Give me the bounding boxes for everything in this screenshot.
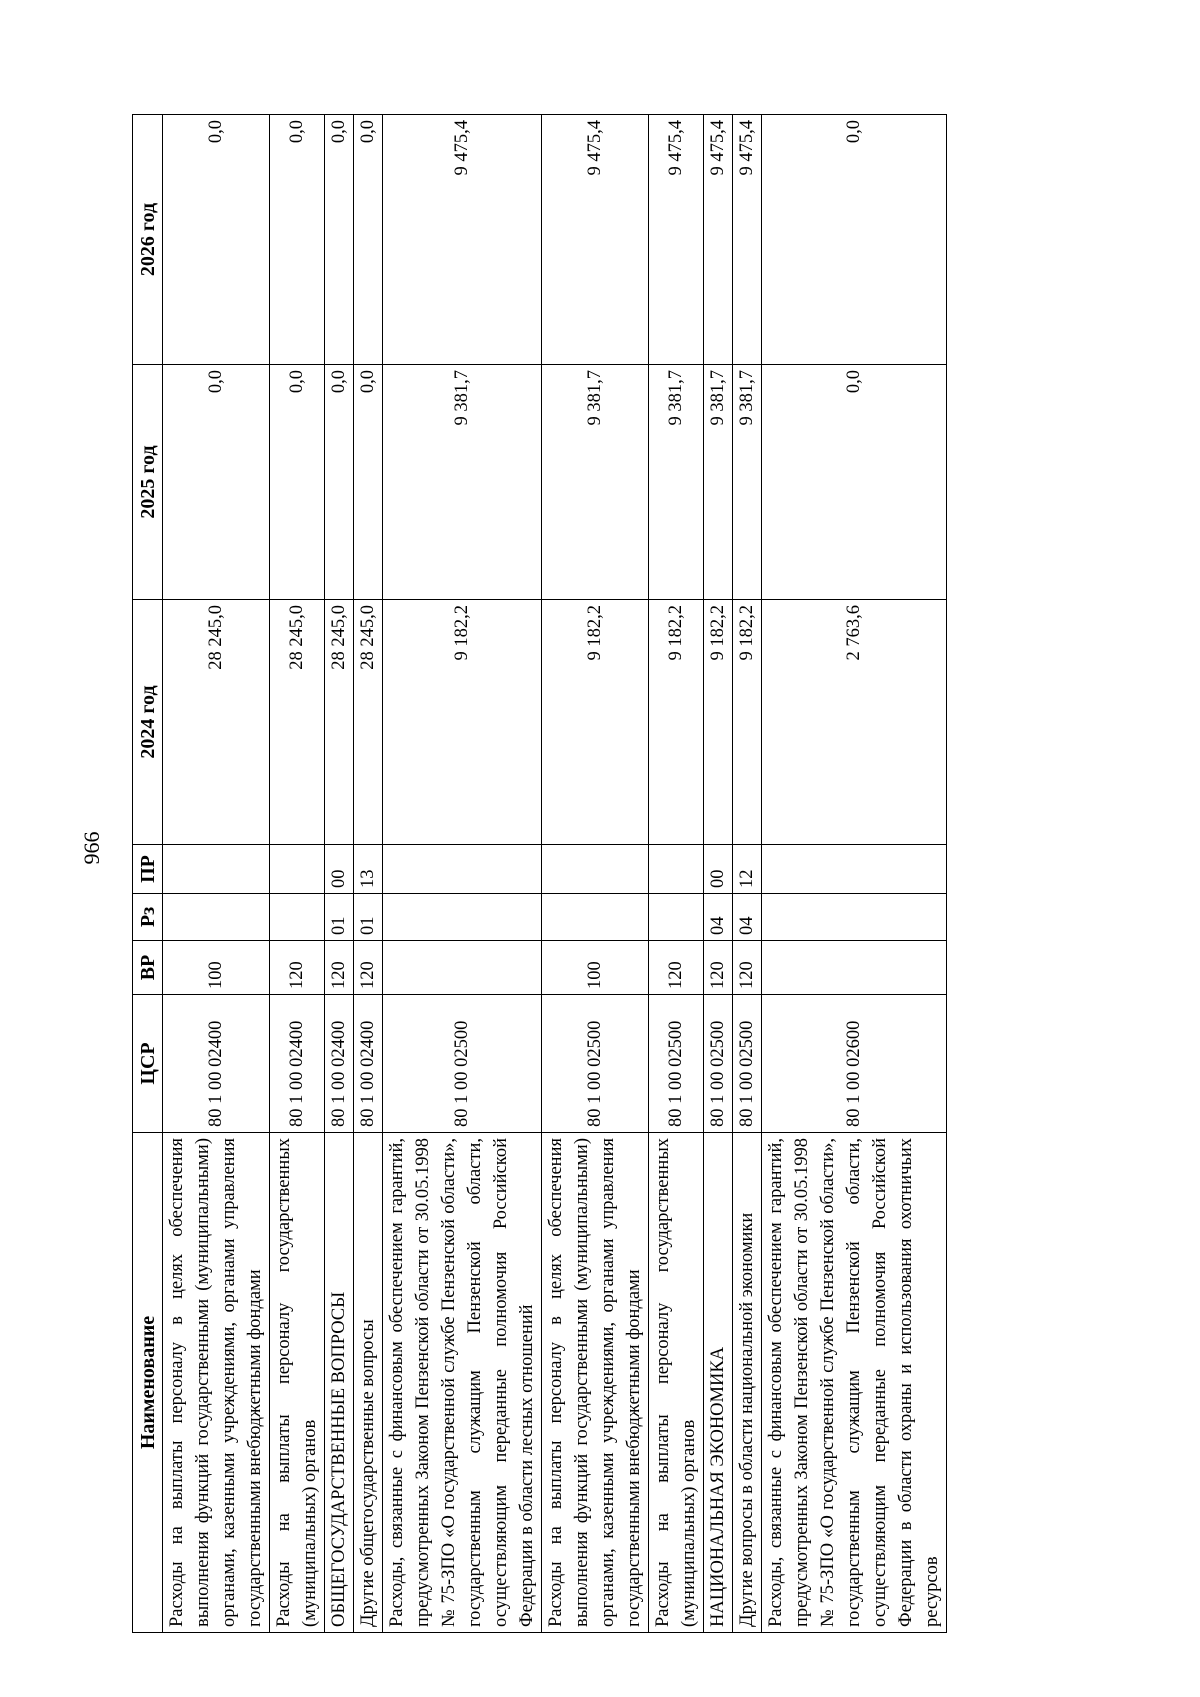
row-2024: 28 245,0: [270, 600, 325, 845]
budget-table: [132, 114, 947, 1633]
row-rz: [163, 894, 270, 941]
header-csr: ЦСР: [133, 995, 163, 1133]
row-csr: 80 1 00 02500: [383, 995, 542, 1133]
row-2025: 0,0: [762, 365, 947, 600]
row-name: НАЦИОНАЛЬНАЯ ЭКОНОМИКА: [704, 1133, 733, 1633]
table-header-row: [133, 115, 163, 1633]
row-rz: [542, 894, 649, 941]
row-2024: 2 763,6: [762, 600, 947, 845]
row-2025: 9 381,7: [649, 365, 704, 600]
header-2024: 2024 год: [133, 600, 163, 845]
row-rz: 01: [354, 894, 383, 941]
row-2026: 0,0: [270, 115, 325, 365]
row-rz: 04: [733, 894, 762, 941]
row-2025: 9 381,7: [542, 365, 649, 600]
row-2024: 9 182,2: [383, 600, 542, 845]
row-csr: 80 1 00 02400: [163, 995, 270, 1133]
row-2026: 9 475,4: [383, 115, 542, 365]
row-csr: 80 1 00 02400: [325, 995, 354, 1133]
row-2024: 9 182,2: [649, 600, 704, 845]
row-name: Расходы, связанные с финансовым обеспечением гарантий, предусмотренных Законом Пензенской области от 30.05.1998 № 75-ЗПО «О государственной службе Пензенской области», государственным служащим Пензенской области, осуществляющим переданные полномочия Российской Федерации в области лесных отношений: [383, 1133, 542, 1633]
row-2024: 28 245,0: [325, 600, 354, 845]
table-row: [542, 115, 649, 1633]
row-2024: 9 182,2: [542, 600, 649, 845]
row-2024: 28 245,0: [354, 600, 383, 845]
row-name: Расходы, связанные с финансовым обеспечением гарантий, предусмотренных Законом Пензенской области от 30.05.1998 № 75-ЗПО «О государственной службе Пензенской области», государственным служащим Пензенской области, осуществляющим переданные полномочия Российской Федерации в области охраны и использования охотничьих ресурсов: [762, 1133, 947, 1633]
row-2026: 0,0: [325, 115, 354, 365]
row-2026: 9 475,4: [733, 115, 762, 365]
rotated-table-container: [132, 115, 1072, 1633]
header-rz: Рз: [133, 894, 163, 941]
row-name: Расходы на выплаты персоналу государственных (муниципальных) органов: [270, 1133, 325, 1633]
row-csr: 80 1 00 02600: [762, 995, 947, 1133]
row-rz: [383, 894, 542, 941]
row-2024: 9 182,2: [704, 600, 733, 845]
row-2025: 0,0: [163, 365, 270, 600]
header-2025: 2025 год: [133, 365, 163, 600]
row-2026: 0,0: [354, 115, 383, 365]
row-2025: 0,0: [270, 365, 325, 600]
row-pr: [762, 845, 947, 894]
row-vr: 120: [325, 941, 354, 995]
table-row: [704, 115, 733, 1633]
row-vr: 120: [354, 941, 383, 995]
row-pr: 00: [325, 845, 354, 894]
row-pr: [649, 845, 704, 894]
row-rz: [649, 894, 704, 941]
table-row: [270, 115, 325, 1633]
row-rz: [762, 894, 947, 941]
row-pr: [383, 845, 542, 894]
row-csr: 80 1 00 02400: [354, 995, 383, 1133]
row-name: Расходы на выплаты персоналу в целях обеспечения выполнения функций государственными (муниципальными) органами, казенными учреждениями, органами управления государственными внебюджетными фондами: [542, 1133, 649, 1633]
row-2025: 0,0: [354, 365, 383, 600]
row-2024: 9 182,2: [733, 600, 762, 845]
row-name: ОБЩЕГОСУДАРСТВЕННЫЕ ВОПРОСЫ: [325, 1133, 354, 1633]
table-row: [163, 115, 270, 1633]
row-pr: [270, 845, 325, 894]
table-row: [383, 115, 542, 1633]
row-pr: 12: [733, 845, 762, 894]
row-2025: 9 381,7: [733, 365, 762, 600]
table-row: [649, 115, 704, 1633]
row-2026: 9 475,4: [704, 115, 733, 365]
row-2026: 9 475,4: [542, 115, 649, 365]
row-vr: [762, 941, 947, 995]
table-row: [762, 115, 947, 1633]
row-2025: 9 381,7: [383, 365, 542, 600]
row-vr: 120: [704, 941, 733, 995]
row-csr: 80 1 00 02500: [733, 995, 762, 1133]
row-rz: 01: [325, 894, 354, 941]
row-pr: 13: [354, 845, 383, 894]
row-name: Расходы на выплаты персоналу государственных (муниципальных) органов: [649, 1133, 704, 1633]
row-name: Другие общегосударственные вопросы: [354, 1133, 383, 1633]
row-name: Другие вопросы в области национальной экономики: [733, 1133, 762, 1633]
row-rz: [270, 894, 325, 941]
row-csr: 80 1 00 02400: [270, 995, 325, 1133]
row-2026: 0,0: [163, 115, 270, 365]
row-csr: 80 1 00 02500: [649, 995, 704, 1133]
header-vr: ВР: [133, 941, 163, 995]
row-vr: 100: [163, 941, 270, 995]
row-name: Расходы на выплаты персоналу в целях обеспечения выполнения функций государственными (муниципальными) органами, казенными учреждениями, органами управления государственными внебюджетными фондами: [163, 1133, 270, 1633]
table-row: [325, 115, 354, 1633]
row-vr: 120: [733, 941, 762, 995]
table-row: [733, 115, 762, 1633]
header-name: Наименование: [133, 1133, 163, 1633]
table-row: [354, 115, 383, 1633]
row-vr: [383, 941, 542, 995]
row-csr: 80 1 00 02500: [704, 995, 733, 1133]
row-2024: 28 245,0: [163, 600, 270, 845]
row-csr: 80 1 00 02500: [542, 995, 649, 1133]
row-2025: 9 381,7: [704, 365, 733, 600]
row-2025: 0,0: [325, 365, 354, 600]
row-vr: 120: [270, 941, 325, 995]
page-number: 966: [79, 831, 104, 865]
row-vr: 100: [542, 941, 649, 995]
row-pr: [163, 845, 270, 894]
header-pr: ПР: [133, 845, 163, 894]
header-2026: 2026 год: [133, 115, 163, 365]
row-vr: 120: [649, 941, 704, 995]
row-2026: 9 475,4: [649, 115, 704, 365]
row-rz: 04: [704, 894, 733, 941]
row-pr: [542, 845, 649, 894]
row-pr: 00: [704, 845, 733, 894]
row-2026: 0,0: [762, 115, 947, 365]
